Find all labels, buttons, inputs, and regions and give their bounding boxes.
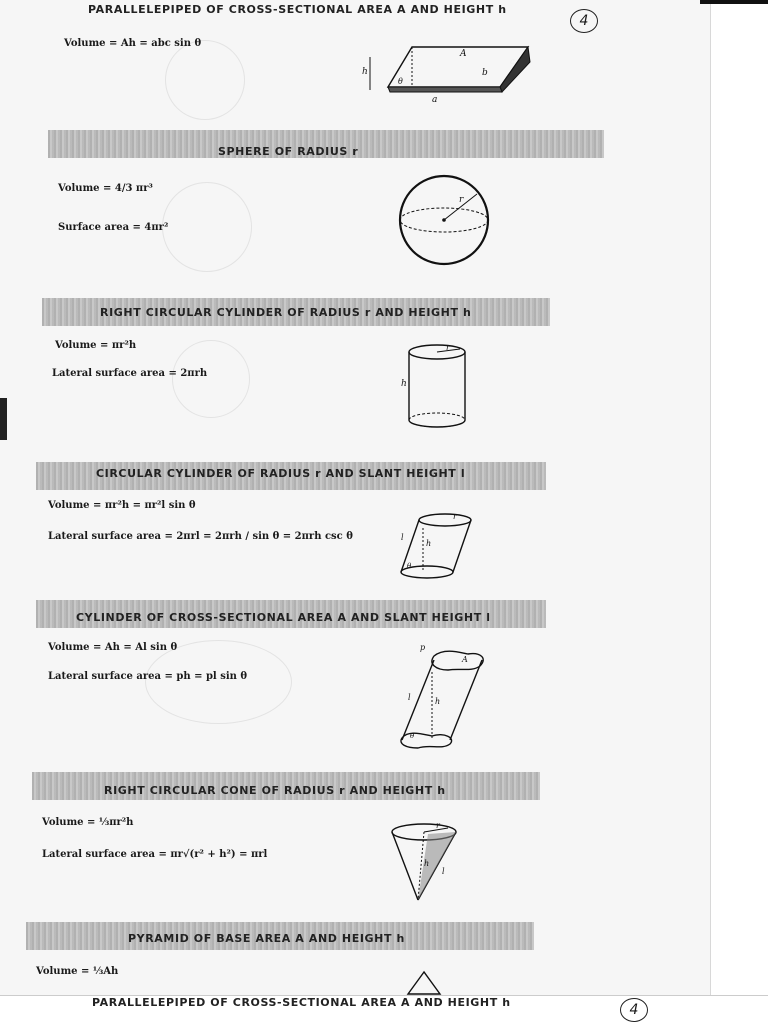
cylinder-figure <box>398 342 476 432</box>
formula-lateral-area: Lateral surface area = 2πrl = 2πrh / sin θ = 2πrh csc θ <box>48 531 353 542</box>
section-title: CYLINDER OF CROSS-SECTIONAL AREA A AND SLANT HEIGHT l <box>76 611 491 624</box>
section-title: RIGHT CIRCULAR CYLINDER OF RADIUS r AND HEIGHT h <box>100 306 472 319</box>
parallelepiped-figure <box>360 42 535 104</box>
formula-volume: Volume = Ah = abc sin θ <box>64 38 202 49</box>
sphere-figure <box>395 174 493 266</box>
general-cylinder-figure <box>396 642 488 754</box>
svg-text:l: l <box>408 693 411 702</box>
formula-volume: Volume = ⅓Ah <box>36 966 119 977</box>
section-title: PYRAMID OF BASE AREA A AND HEIGHT h <box>128 932 405 945</box>
cone-figure <box>388 820 460 906</box>
svg-text:r: r <box>453 512 457 521</box>
section-title: RIGHT CIRCULAR CONE OF RADIUS r AND HEIGHT h <box>104 784 446 797</box>
next-page-title: PARALLELEPIPED OF CROSS-SECTIONAL AREA A AND HEIGHT h <box>92 996 511 1009</box>
svg-text:l: l <box>442 867 445 876</box>
formula-lateral-area: Lateral surface area = 2πrh <box>52 368 208 379</box>
formula-lateral-area: Lateral surface area = ph = pl sin θ <box>48 671 248 682</box>
svg-text:h: h <box>435 697 441 706</box>
slanted-cylinder-figure <box>395 510 477 586</box>
svg-text:h: h <box>362 67 368 77</box>
section-title: PARALLELEPIPED OF CROSS-SECTIONAL AREA A AND HEIGHT h <box>88 3 507 16</box>
svg-text:θ: θ <box>407 562 412 570</box>
formula-volume: Volume = Ah = Al sin θ <box>48 642 178 653</box>
svg-text:l: l <box>401 533 404 542</box>
binder-hole-mark <box>0 398 7 440</box>
section-title: CIRCULAR CYLINDER OF RADIUS r AND SLANT HEIGHT l <box>96 467 466 480</box>
svg-text:p: p <box>420 643 426 652</box>
svg-text:h: h <box>424 859 430 868</box>
svg-text:a: a <box>432 95 438 104</box>
formula-volume: Volume = πr²h = πr²l sin θ <box>48 500 196 511</box>
section-title: SPHERE OF RADIUS r <box>218 145 359 158</box>
bleed-through-circle <box>165 40 245 120</box>
formula-volume: Volume = πr²h <box>55 340 137 351</box>
formula-volume: Volume = 4/3 πr³ <box>58 183 153 194</box>
svg-text:r: r <box>459 195 464 205</box>
svg-text:h: h <box>401 379 407 389</box>
svg-text:b: b <box>482 68 488 78</box>
svg-text:A: A <box>462 655 468 664</box>
next-page-number: 4 <box>620 998 648 1022</box>
formula-surface-area: Surface area = 4πr² <box>58 222 169 233</box>
page-number: 4 <box>570 9 598 33</box>
svg-text:θ: θ <box>398 77 403 86</box>
pyramid-figure <box>404 970 444 995</box>
svg-text:r: r <box>446 343 450 352</box>
bleed-through-circle <box>172 340 250 418</box>
formula-lateral-area: Lateral surface area = πr√(r² + h²) = πrl <box>42 849 268 860</box>
formula-volume: Volume = ⅓πr²h <box>42 817 134 828</box>
svg-text:h: h <box>426 539 432 548</box>
svg-text:A: A <box>460 49 467 59</box>
svg-text:r: r <box>436 821 440 830</box>
next-page-strip <box>0 995 768 1025</box>
svg-text:θ: θ <box>410 732 415 740</box>
bleed-through-circle <box>162 182 252 272</box>
scan-edge-mark <box>700 0 768 4</box>
svg-text:c: c <box>510 57 515 66</box>
